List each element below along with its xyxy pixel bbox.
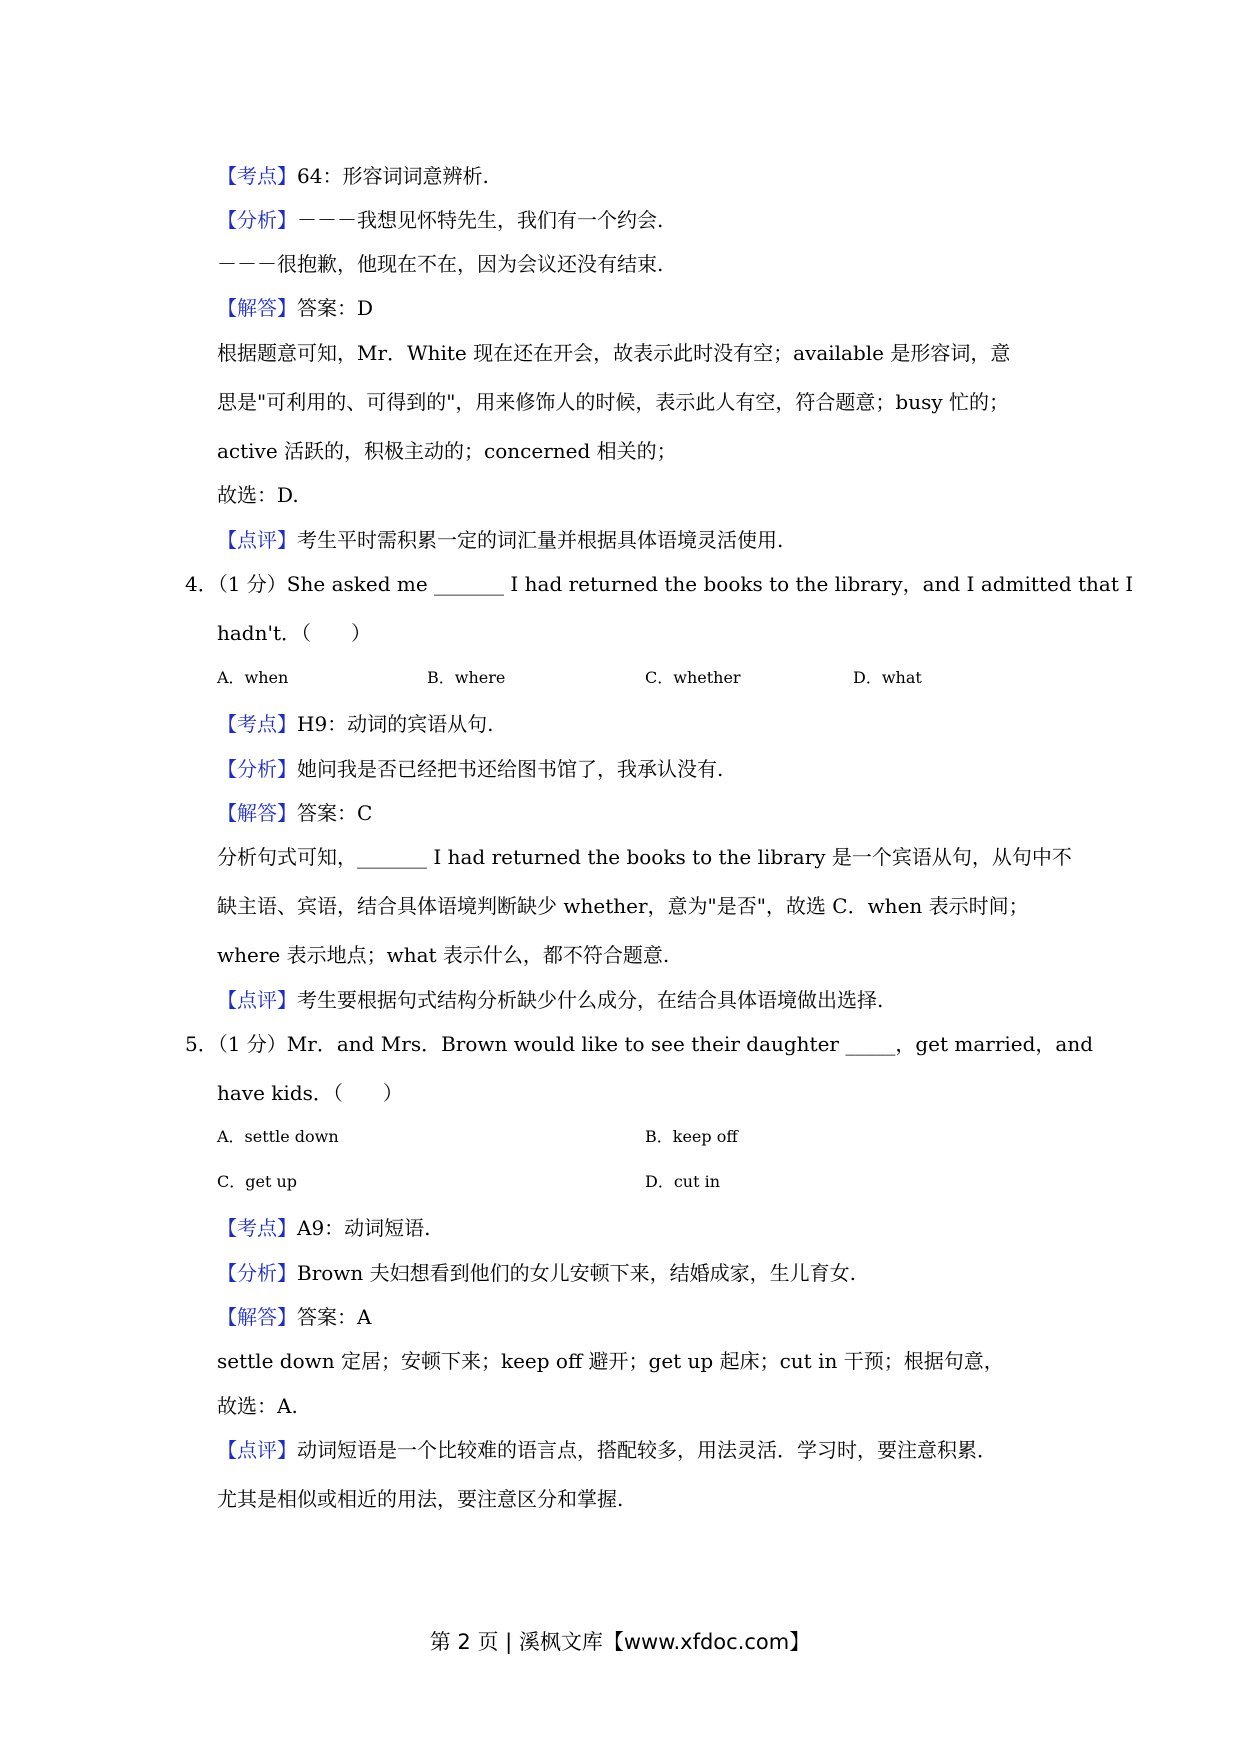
explanation-line: 思是"可利用的、可得到的"，用来修饰人的时候，表示此人有空，符合题意；busy 忙的；: [217, 390, 1010, 414]
fenxi-line: [217, 755, 1090, 783]
fenxi-line: [217, 1259, 1090, 1287]
jieda-line: [217, 294, 1090, 322]
q5-option-b: B．keep off: [645, 1127, 738, 1146]
dianping-text: 动词短语是一个比较难的语言点，搭配较多，用法灵活．学习时，要注意积累．: [297, 1438, 997, 1462]
kaodian-text: A9：动词短语.: [297, 1216, 431, 1240]
kaodian-line: [217, 1214, 1090, 1242]
fenxi-tag: 【分析】: [217, 757, 297, 781]
explanation-line: 分析句式可知，_______ I had returned the books to the library 是一个宾语从句，从句中不: [217, 845, 1072, 869]
jieda-tag: 【解答】: [217, 801, 297, 825]
fenxi-text: Brown 夫妇想看到他们的女儿安顿下来，结婚成家，生儿育女.: [297, 1261, 857, 1285]
question-5-stem-cont: have kids．（ ）: [217, 1081, 403, 1105]
fenxi-text: －－－我想见怀特先生，我们有一个约会.: [297, 208, 664, 232]
explanation-line: active 活跃的，积极主动的；concerned 相关的；: [217, 439, 677, 463]
dianping-text: 考生要根据句式结构分析缺少什么成分，在结合具体语境做出选择.: [297, 988, 884, 1012]
kaodian-tag: 【考点】: [217, 712, 297, 736]
q5-option-d: D．cut in: [645, 1172, 721, 1191]
dianping-line: [217, 986, 1090, 1014]
kaodian-text: 64：形容词词意辨析.: [297, 164, 489, 188]
dianping-tag: 【点评】: [217, 1438, 297, 1462]
fenxi-tag: 【分析】: [217, 208, 297, 232]
kaodian-tag: 【考点】: [217, 164, 297, 188]
kaodian-line: [217, 162, 1090, 190]
question-5-stem: 5．（1 分）Mr．and Mrs．Brown would like to see their daughter _____，get married，and: [185, 1032, 1094, 1056]
dianping-tag: 【点评】: [217, 528, 297, 552]
kaodian-tag: 【考点】: [217, 1216, 297, 1240]
jieda-tag: 【解答】: [217, 296, 297, 320]
answer-choice-line: 故选：D.: [217, 483, 299, 507]
answer-choice-line: 故选：A.: [217, 1394, 298, 1418]
fenxi-tag: 【分析】: [217, 1261, 297, 1285]
q5-option-a: A．settle down: [217, 1127, 339, 1146]
jieda-line: [217, 799, 1090, 827]
q4-option-b: B．where: [427, 668, 506, 687]
question-4-stem-cont: hadn't．（ ）: [217, 621, 372, 645]
dianping-tag: 【点评】: [217, 988, 297, 1012]
dianping-line: [217, 526, 1090, 554]
explanation-line: 根据题意可知，Mr．White 现在还在开会，故表示此时没有空；available 是形容词，意: [217, 341, 1011, 365]
dianping-text: 考生平时需积累一定的词汇量并根据具体语境灵活使用.: [297, 528, 784, 552]
q4-option-a: A．when: [217, 668, 289, 687]
fenxi-line-2: －－－很抱歉，他现在不在，因为会议还没有结束.: [217, 252, 664, 276]
q5-option-c: C．get up: [217, 1172, 298, 1191]
fenxi-line: [217, 206, 1090, 234]
dianping-line-2: 尤其是相似或相近的用法，要注意区分和掌握.: [217, 1487, 624, 1511]
dianping-line: [217, 1436, 1090, 1464]
jieda-line: [217, 1303, 1090, 1331]
kaodian-text: H9：动词的宾语从句.: [297, 712, 494, 736]
q4-option-c: C．whether: [645, 668, 741, 687]
page-footer: 第 2 页 | 溪枫文库【www.xfdoc.com】: [429, 1630, 811, 1654]
question-4-stem: 4．（1 分）She asked me _______ I had returned the books to the library，and I admitted that I: [185, 572, 1134, 596]
jieda-tag: 【解答】: [217, 1305, 297, 1329]
kaodian-line: [217, 710, 1090, 738]
q4-option-d: D．what: [853, 668, 922, 687]
explanation-line: where 表示地点；what 表示什么，都不符合题意.: [217, 943, 670, 967]
fenxi-text: 她问我是否已经把书还给图书馆了，我承认没有.: [297, 757, 724, 781]
jieda-text: 答案：A: [297, 1305, 372, 1329]
explanation-line: settle down 定居；安顿下来；keep off 避开；get up 起床；cut in 干预；根据句意，: [217, 1349, 1004, 1373]
explanation-line: 缺主语、宾语，结合具体语境判断缺少 whether，意为"是否"，故选 C．when 表示时间；: [217, 894, 1029, 918]
jieda-text: 答案：C: [297, 801, 373, 825]
jieda-text: 答案：D: [297, 296, 374, 320]
